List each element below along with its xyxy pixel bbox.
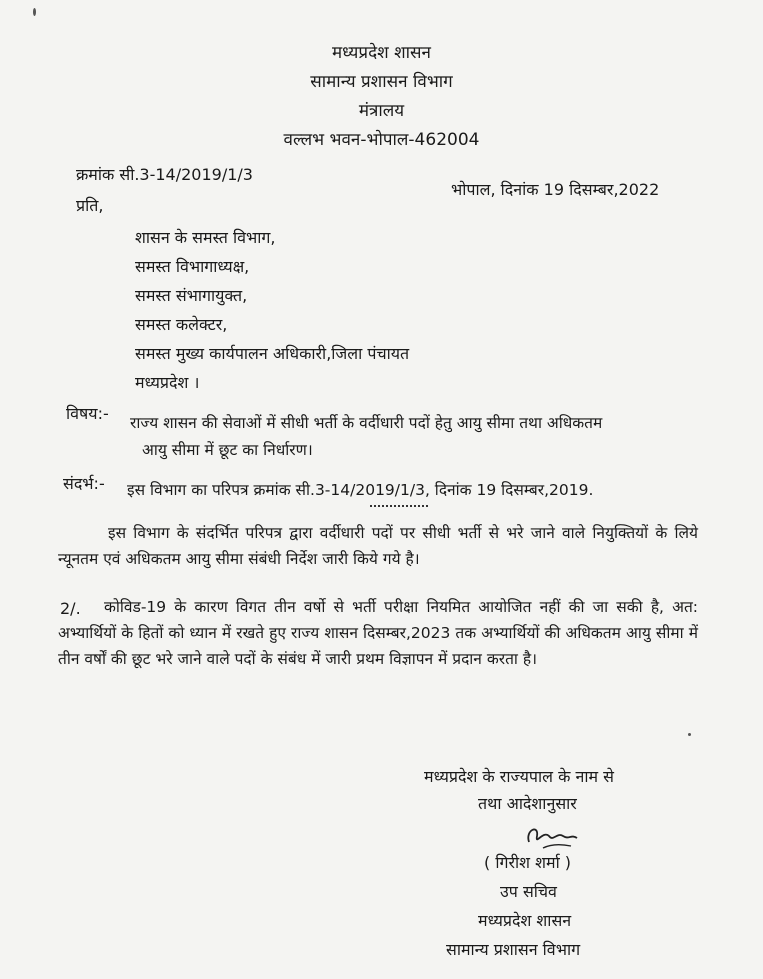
subject-label: विषय:- [66, 404, 109, 423]
scan-speck [33, 8, 36, 16]
signatory-government: मध्यप्रदेश शासन [478, 911, 572, 930]
paragraph-1: इस विभाग के संदर्भित परिपत्र द्वारा वर्दीधारी पदों पर सीधी भर्ती से भरे जाने वाले नियुक्तियों के लिये न्यूनतम एवं अधिकतम आयु सीमा संबंधी निर्देश जारी किये गये है। [58, 524, 698, 568]
separator-dashes [370, 505, 428, 507]
reference-label: संदर्भ:- [63, 474, 105, 493]
recipient-line: समस्त कलेक्टर, [135, 315, 228, 334]
subject-line-1: राज्य शासन की सेवाओं में सीधी भर्ती के वर्दीधारी पदों हेतु आयु सीमा तथा अधिकतम [130, 414, 603, 432]
header-ministry: मंत्रालय [358, 101, 405, 121]
signatory-designation: उप सचिव [500, 882, 557, 901]
recipient-line: समस्त संभागायुक्त, [135, 286, 248, 305]
paragraph-2-number: 2/. [60, 599, 81, 618]
addressee-label: प्रति, [76, 196, 104, 215]
subject-line-2: आयु सीमा में छूट का निर्धारण। [142, 441, 313, 459]
header-government: मध्यप्रदेश शासन [332, 43, 431, 63]
reference-text: इस विभाग का परिपत्र क्रमांक सी.3-14/2019/1/3, दिनांक 19 दिसम्बर,2019. [127, 481, 594, 499]
signatory-department: सामान्य प्रशासन विभाग [446, 940, 581, 959]
recipient-line: समस्त विभागाध्यक्ष, [135, 257, 250, 276]
recipient-line: मध्यप्रदेश । [135, 373, 200, 392]
issue-date: भोपाल, दिनांक 19 दिसम्बर,2022 [451, 180, 660, 199]
header-department: सामान्य प्रशासन विभाग [310, 72, 453, 92]
paragraph-2: कोविड-19 के कारण विगत तीन वर्षो से भर्ती परीक्षा नियमित आयोजित नहीं की जा सकी है, अत: अभ्यार्थियों के हितों को ध्यान में रखते हुए राज्य शासन दिसम्बर,2023 तक अभ्यार्थियों की अधिकतम आयु सीमा में तीन वर्षों की छूट भरे जाने वाले पदों के संबंध में जारी प्रथम विज्ञापन में प्रदान करता है। [58, 598, 698, 668]
recipient-line: शासन के समस्त विभाग, [135, 228, 276, 247]
signatory-order: तथा आदेशानुसार [478, 794, 577, 813]
header-address: वल्लभ भवन-भोपाल-462004 [283, 130, 480, 150]
signatory-name: ( गिरीश शर्मा ) [484, 853, 572, 872]
scan-speck [688, 733, 691, 736]
signature [521, 818, 591, 858]
signatory-authority: मध्यप्रदेश के राज्यपाल के नाम से [424, 767, 614, 786]
recipient-line: समस्त मुख्य कार्यपालन अधिकारी,जिला पंचायत [135, 344, 410, 363]
reference-number: क्रमांक सी.3-14/2019/1/3 [76, 165, 253, 184]
